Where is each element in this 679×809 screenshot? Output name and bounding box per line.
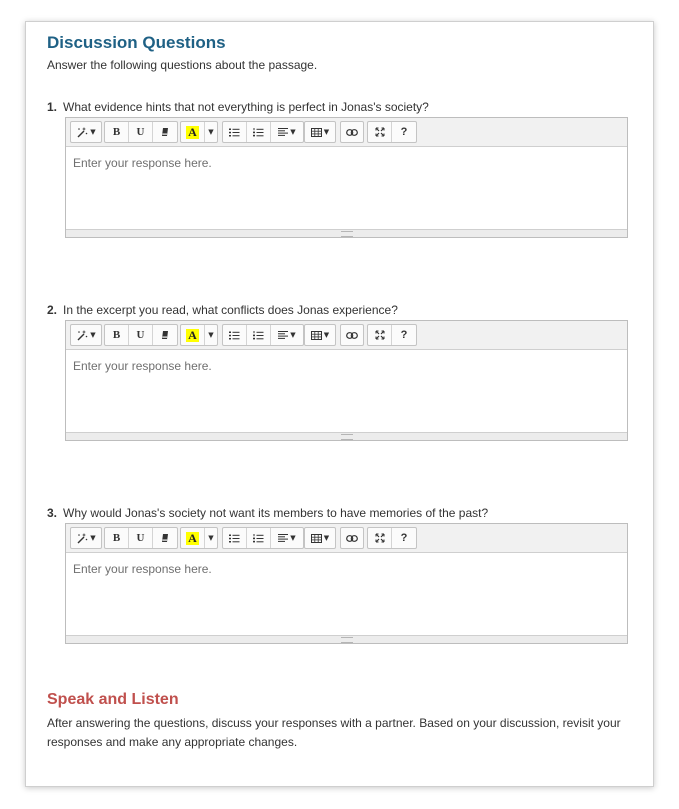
question-text: Why would Jonas's society not want its members to have memories of the past? [63,506,489,520]
bold-button[interactable]: B [105,528,129,548]
response-editor-3 [65,523,628,644]
question-3 [47,506,488,520]
grip-icon [341,231,353,237]
question-1 [47,100,429,114]
underline-button[interactable]: U [129,528,153,548]
align-icon[interactable]: ▼ [271,528,303,548]
help-button[interactable]: ? [400,329,408,341]
editor-toolbar [66,321,627,350]
underline-button[interactable]: U [129,325,153,345]
table-icon[interactable]: ▼ [305,122,335,142]
link-icon[interactable] [341,325,363,345]
highlight-button[interactable]: A [181,122,205,142]
question-text: What evidence hints that not everything is perfect in Jonas's society? [63,100,429,114]
question-2 [47,303,398,317]
help-button[interactable]: ? [400,126,408,138]
magic-wand-icon[interactable]: ▼ [71,325,101,345]
editor-toolbar [66,118,627,147]
link-icon[interactable] [341,528,363,548]
fullscreen-icon[interactable] [368,325,392,345]
question-text: In the excerpt you read, what conflicts does Jonas experience? [63,303,398,317]
grip-icon [341,637,353,643]
response-editor-2 [65,320,628,441]
activity-card [25,21,654,787]
resize-handle[interactable] [66,635,627,643]
numbered-list-icon[interactable] [247,325,271,345]
resize-handle[interactable] [66,229,627,237]
response-input[interactable]: Enter your response here. [73,359,212,373]
instructions: Answer the following questions about the passage. [47,58,318,72]
grip-icon [341,434,353,440]
response-input[interactable]: Enter your response here. [73,562,212,576]
bold-button[interactable]: B [105,122,129,142]
bold-button[interactable]: B [105,325,129,345]
question-number: 2. [47,303,58,317]
editor-toolbar [66,524,627,553]
highlight-button[interactable]: A [181,325,205,345]
question-number: 1. [47,100,58,114]
highlight-button[interactable]: A [181,528,205,548]
bullet-list-icon[interactable] [223,122,247,142]
resize-handle[interactable] [66,432,627,440]
bullet-list-icon[interactable] [223,528,247,548]
question-number: 3. [47,506,58,520]
fullscreen-icon[interactable] [368,122,392,142]
help-button[interactable]: ? [400,532,408,544]
response-editor-1 [65,117,628,238]
table-icon[interactable]: ▼ [305,325,335,345]
numbered-list-icon[interactable] [247,528,271,548]
numbered-list-icon[interactable] [247,122,271,142]
speak-listen-text: After answering the questions, discuss your responses with a partner. Based on your discussion, revisit your responses and make any appropriate changes. [47,716,621,749]
eraser-icon[interactable] [153,122,177,142]
fullscreen-icon[interactable] [368,528,392,548]
response-input[interactable]: Enter your response here. [73,156,212,170]
eraser-icon[interactable] [153,325,177,345]
bullet-list-icon[interactable] [223,325,247,345]
highlight-dropdown[interactable]: ▼ [208,331,214,339]
magic-wand-icon[interactable]: ▼ [71,122,101,142]
table-icon[interactable]: ▼ [305,528,335,548]
speak-listen-title: Speak and Listen [47,691,179,708]
eraser-icon[interactable] [153,528,177,548]
align-icon[interactable]: ▼ [271,325,303,345]
align-icon[interactable]: ▼ [271,122,303,142]
underline-button[interactable]: U [129,122,153,142]
highlight-dropdown[interactable]: ▼ [208,534,214,542]
magic-wand-icon[interactable]: ▼ [71,528,101,548]
link-icon[interactable] [341,122,363,142]
page-title: Discussion Questions [47,33,226,52]
highlight-dropdown[interactable]: ▼ [208,128,214,136]
